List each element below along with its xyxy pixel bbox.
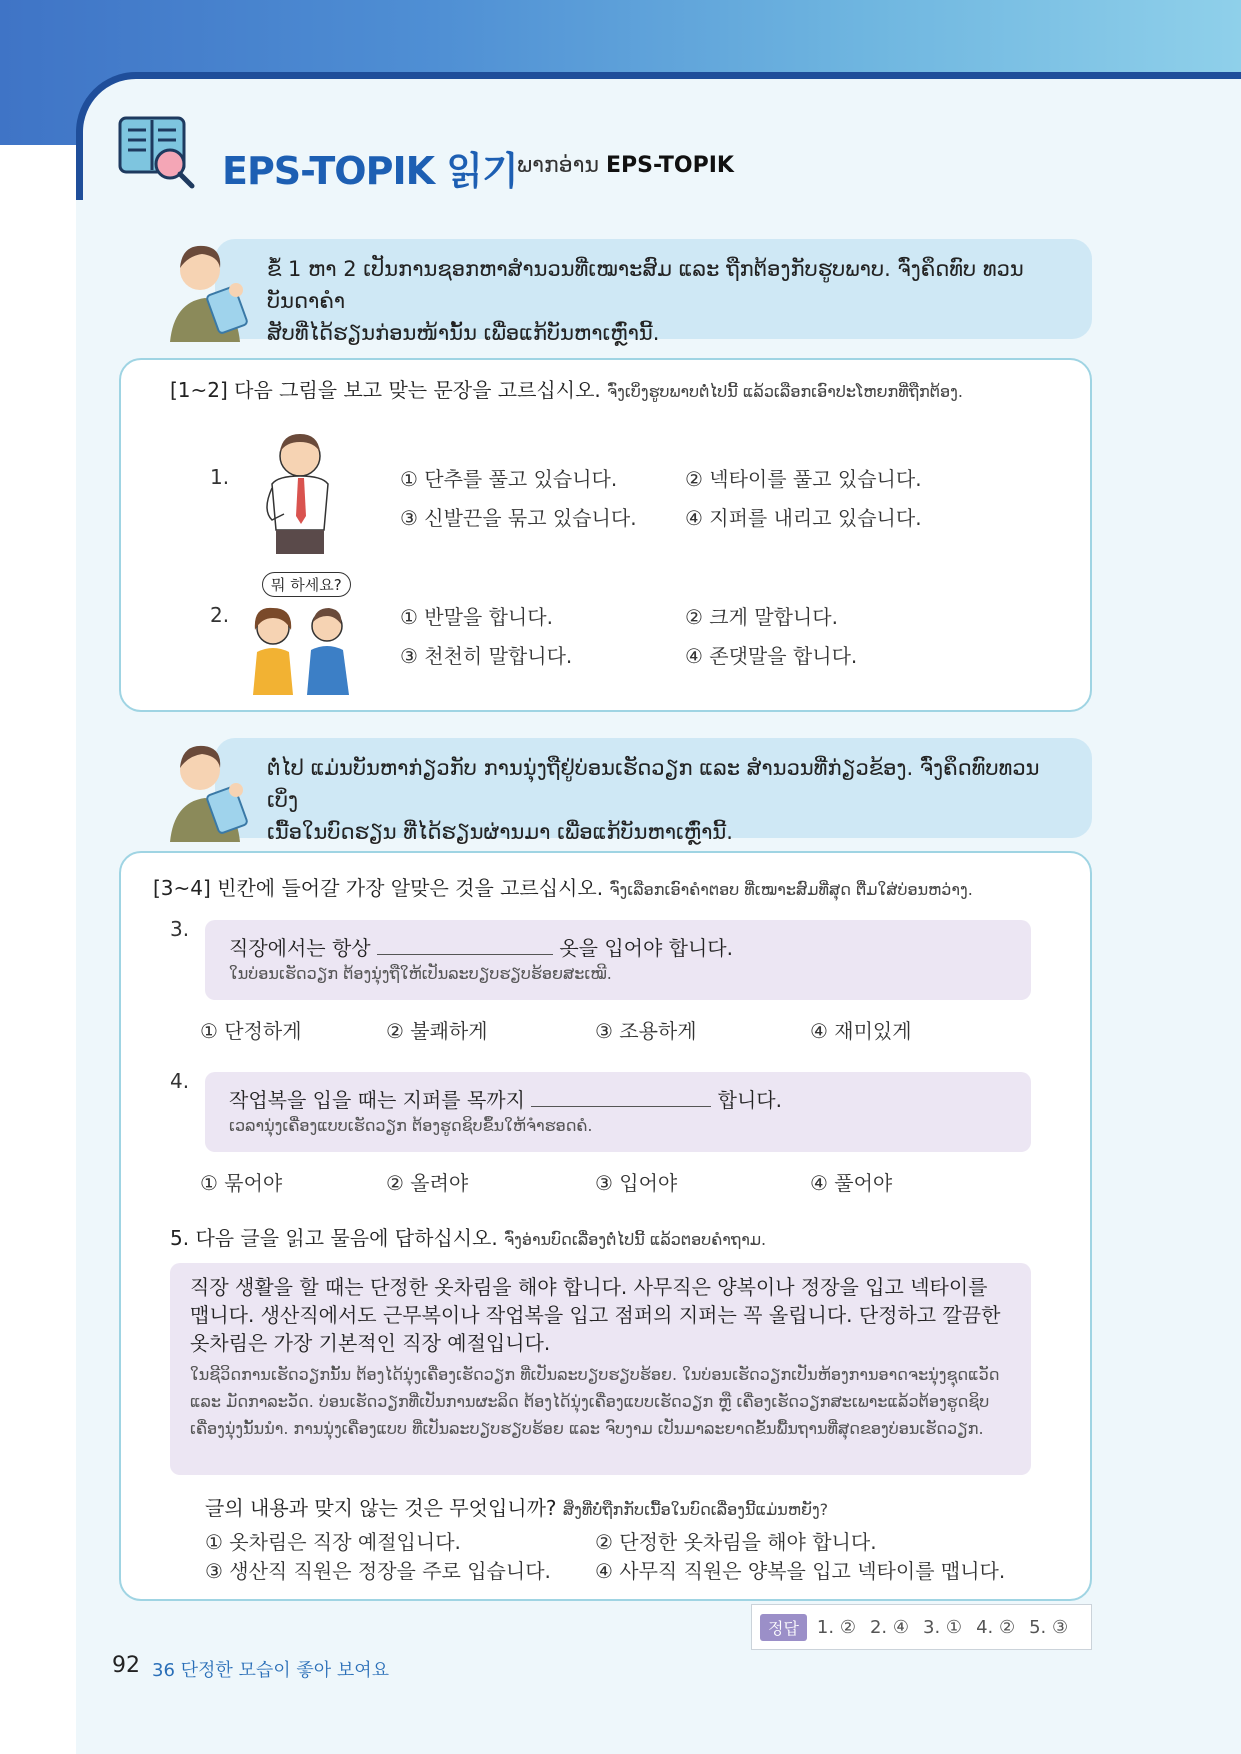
blank-field[interactable] — [531, 1106, 711, 1107]
section-instruction: [3~4] 빈칸에 들어갈 가장 알맞은 것을 고르십시오. ຈົ່ງເລືອກເອົາຄຳຕອບ ທີ່ເໝາະສົມທີ່ສຸດ ຕື່ມໃສ່ບ່ອນຫວ່າງ. — [153, 876, 973, 900]
question-number: 1. — [210, 465, 230, 489]
option[interactable]: ② 불쾌하게 — [386, 1019, 488, 1043]
passage-korean: 직장 생활을 할 때는 단정한 옷차림을 해야 합니다. 사무직은 양복이나 정장을 입고 넥타이를 맵니다. 생산직에서도 근무복이나 작업복을 입고 점퍼의 지퍼는 꼭 올립니다. 단정하고 깔끔한 옷차림은 가장 기본적인 직장 예절입니다. — [190, 1275, 1001, 1355]
blank-field[interactable] — [377, 954, 553, 955]
intro-line: ຕໍ່ໄປ ແມ່ນບັນຫາກ່ຽວກັບ ການນຸ່ງຖືຢູ່ບ່ອນເຮັດວຽກ ແລະ ສຳນວນທີ່ກ່ຽວຂ້ອງ. ຈົ່ງຄຶດທົບທວນເບິ່ງ — [267, 756, 1040, 812]
section-instruction: [1~2] 다음 그림을 보고 맞는 문장을 고르십시오. ຈົ່ງເບິ່ງຮູບພາບຕໍ່ໄປນີ້ ແລ້ວເລືອກເອົາປະໂຫຍກທີ່ຖືກຕ້ອງ. — [170, 378, 963, 402]
reading-passage — [170, 1263, 1031, 1475]
question-4-prompt — [205, 1072, 1031, 1152]
option[interactable]: ③ 생산직 직원은 정장을 주로 입습니다. — [205, 1559, 551, 1583]
question-number: 4. — [170, 1069, 190, 1093]
option[interactable]: ④ 지퍼를 내리고 있습니다. — [685, 506, 922, 530]
speech-bubble: 뭐 하세요? — [262, 572, 351, 597]
translation: ໃນບ່ອນເຮັດວຽກ ຕ້ອງນຸ່ງຖືໃຫ້ເປັນລະບຽບຮຽບຮ້ອຍສະເໝີ. — [229, 964, 612, 983]
option[interactable]: ② 단정한 옷차림을 해야 합니다. — [595, 1530, 877, 1554]
option[interactable]: ① 단추를 풀고 있습니다. — [400, 467, 618, 491]
answer-value: 2. ④ — [869, 1616, 910, 1638]
question-number: 2. — [210, 603, 230, 627]
book-magnifier-icon — [118, 112, 196, 190]
answer-key — [751, 1604, 1092, 1650]
option[interactable]: ④ 사무직 직원은 양복을 입고 넥타이를 맵니다. — [595, 1559, 1006, 1583]
teacher-illustration — [160, 732, 250, 842]
intro-line: ຂໍ້ 1 ຫາ 2 ເປັນການຊອກຫາສຳນວນທີ່ເໝາະສົມ ແລະ ຖືກຕ້ອງກັບຮູບພາບ. ຈົ່ງຄຶດທົບ ທວນບັນດາຄຳ — [267, 257, 1024, 313]
question-3-prompt — [205, 920, 1031, 1000]
intro-bubble-2 — [215, 738, 1092, 844]
option[interactable]: ① 묶어야 — [200, 1171, 283, 1195]
answer-key-label: 정답 — [760, 1614, 807, 1641]
chapter-title: 36 단정한 모습이 좋아 보여요 — [152, 1660, 390, 1681]
sentence: 작업복을 입을 때는 지퍼를 목까지 합니다. — [229, 1088, 782, 1112]
option[interactable]: ① 반말을 합니다. — [400, 605, 553, 629]
teacher-illustration — [160, 232, 250, 342]
intro-line: ເນື້ອໃນບົດຮຽນ ທີ່ໄດ້ຮຽນຜ່ານມາ ເພື່ອແກ້ບັນຫາເຫຼົ່ານີ້. — [267, 820, 733, 844]
page-subtitle: ພາກອ່ານ EPS-TOPIK — [517, 153, 734, 178]
question-5-instruction: 5. 다음 글을 읽고 물음에 답하십시오. ຈົ່ງອ່ານບົດເລື່ອງຕໍ່ໄປນີ້ ແລ້ວຕອບຄຳຖາມ. — [170, 1226, 767, 1250]
option[interactable]: ③ 신발끈을 묶고 있습니다. — [400, 506, 637, 530]
question-number: 3. — [170, 917, 190, 941]
option[interactable]: ① 단정하게 — [200, 1019, 302, 1043]
answer-value: 4. ② — [976, 1616, 1016, 1638]
option[interactable]: ③ 조용하게 — [595, 1019, 697, 1043]
option[interactable]: ④ 재미있게 — [810, 1019, 912, 1043]
question-5-prompt: 글의 내용과 맞지 않는 것은 무엇입니까? ສິ່ງທີ່ບໍ່ຖືກກັບເນື້ອໃນບົດເລື່ອງນີ້ແມ່ນຫຍັງ? — [205, 1496, 829, 1520]
answer-value: 5. ③ — [1029, 1616, 1069, 1638]
option[interactable]: ① 옷차림은 직장 예절입니다. — [205, 1530, 461, 1554]
option[interactable]: ② 크게 말합니다. — [685, 605, 838, 629]
intro-bubble-1 — [215, 239, 1092, 345]
option[interactable]: ④ 존댓말을 합니다. — [685, 644, 858, 668]
page-title: EPS-TOPIK 읽기 — [222, 149, 518, 193]
answer-value: 3. ① — [923, 1616, 963, 1638]
passage-lao: ໃນຊີວິດການເຮັດວຽກນັ້ນ ຕ້ອງໄດ້ນຸ່ງເຄື່ອງເຮັດວຽກ ທີ່ເປັນລະບຽບຮຽບຮ້ອຍ. ໃນບ່ອນເຮັດວຽກເປັນຫ້ອງການອາດຈະນຸ່ງຊຸດແວັດ ແລະ ມັດກາລະວັດ. ບ່ອນເຮັດວຽກທີ່ເປັນການຜະລິດ ຕ້ອງໄດ້ນຸ່ງເຄື່ອງແບບເຮັດວຽກ ຫຼື ເຄື່ອງເຮັດວຽກສະເພາະແລ້ວຕ້ອງຮູດຊິບເຄື່ອງນຸ່ງນັ້ນນຳ. ການນຸ່ງເຄື່ອງແບບ ທີ່ເປັນລະບຽບຮຽບຮ້ອຍ ແລະ ຈົບງາມ ເປັນມາລະຍາດຂັ້ນພື້ນຖານທີ່ສຸດຂອງບ່ອນເຮັດວຽກ. — [190, 1365, 1000, 1438]
option[interactable]: ③ 천천히 말합니다. — [400, 644, 573, 668]
intro-line: ສັບທີ່ໄດ້ຮຽນກ່ອນໜ້ານັ້ນ ເພື່ອແກ້ບັນຫາເຫຼົ່ານີ້. — [267, 321, 660, 345]
option[interactable]: ③ 입어야 — [595, 1171, 678, 1195]
page-number: 92 — [112, 1653, 140, 1678]
translation: ເວລານຸ່ງເຄື່ອງແບບເຮັດວຽກ ຕ້ອງຮູດຊິບຂຶ້ນໃຫ້ຈຳຮອດຄໍ. — [229, 1116, 593, 1135]
option[interactable]: ④ 풀어야 — [810, 1171, 893, 1195]
option[interactable]: ② 올려야 — [386, 1171, 469, 1195]
option[interactable]: ② 넥타이를 풀고 있습니다. — [685, 467, 922, 491]
sentence: 직장에서는 항상 옷을 입어야 합니다. — [229, 936, 733, 960]
answer-value: 1. ② — [816, 1616, 856, 1638]
man-tie-illustration — [258, 430, 340, 556]
two-people-illustration — [245, 600, 360, 695]
